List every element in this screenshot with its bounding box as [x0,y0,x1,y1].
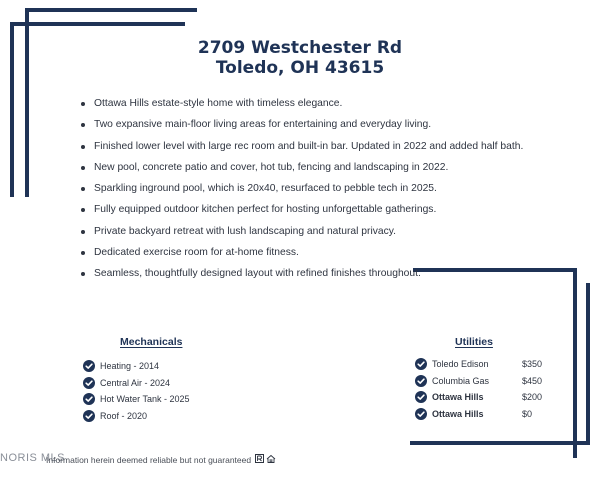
utilities-list [415,358,543,425]
feature-list [80,98,540,290]
check-circle-icon [83,360,95,372]
list-item: Hot Water Tank - 2025 [83,393,190,405]
bullet-icon [81,251,85,255]
check-circle-icon [415,391,427,403]
check-circle-icon [415,358,427,370]
utility-name: Toledo Edison [432,359,489,369]
utilities-heading: Utilities [455,336,493,348]
utility-amount: $200 [522,392,543,403]
utility-amount: $0 [522,409,533,420]
bullet-icon [81,272,85,276]
list-item [415,391,543,403]
list-item: Private backyard retreat with lush landscaping and natural privacy. [80,226,540,238]
bullet-icon [81,145,85,149]
list-item [415,408,533,420]
list-item: New pool, concrete patio and cover, hot tub, fencing and landscaping in 2022. [80,162,540,174]
check-circle-icon [415,375,427,387]
list-item: Dedicated exercise room for at-home fitness. [80,247,540,259]
list-item: Fully equipped outdoor kitchen perfect for hosting unforgettable gatherings. [80,204,540,216]
check-circle-icon [83,410,95,422]
utility-name: Columbia Gas [432,375,490,386]
list-item: Two expansive main-floor living areas for entertaining and everyday living. [80,119,540,131]
utility-name: Ottawa Hills [432,409,484,420]
check-circle-icon [415,408,427,420]
frame-top-left-horizontal [25,8,197,12]
watermark: NORIS MLS [0,452,66,464]
mechanicals-list [83,360,190,427]
list-item: Ottawa Hills estate-style home with timeless elegance. [80,98,540,110]
bullet-icon [81,166,85,170]
realtor-logo-icon [255,454,277,464]
address-line2: Toledo, OH 43615 [215,58,385,78]
frame-bottom-right-vertical-outer [586,283,590,445]
mechanicals-heading: Mechanicals [120,336,183,348]
frame-bottom-right-horizontal-outer [410,441,590,445]
list-item: Heating - 2014 [83,360,190,372]
frame-bottom-right-vertical-inner [573,268,577,458]
bullet-icon [81,123,85,127]
list-item: Finished lower level with large rec room and built-in bar. Updated in 2022 and added half bath. [80,141,540,153]
disclaimer: Information herein deemed reliable but not guaranteed [46,455,252,465]
list-item: Central Air - 2024 [83,377,190,389]
list-item: Sparkling inground pool, which is 20x40, resurfaced to pebble tech in 2025. [80,183,540,195]
list-item: Roof - 2020 [83,410,190,422]
utility-amount: $350 [522,359,543,369]
bullet-icon [81,187,85,191]
address-title [0,38,600,78]
utility-name: Ottawa Hills [432,392,484,403]
frame-top-left-horizontal-inner [10,22,185,26]
check-circle-icon [83,377,95,389]
list-item: Seamless, thoughtfully designed layout with refined finishes throughout. [80,268,540,280]
address-line1: 2709 Westchester Rd [197,38,403,58]
bullet-icon [81,230,85,234]
frame-top-left-vertical-outer [25,8,29,197]
list-item [415,358,543,370]
list-item [415,375,543,387]
check-circle-icon [83,393,95,405]
bullet-icon [81,102,85,106]
bullet-icon [81,208,85,212]
utility-amount: $450 [522,375,543,386]
